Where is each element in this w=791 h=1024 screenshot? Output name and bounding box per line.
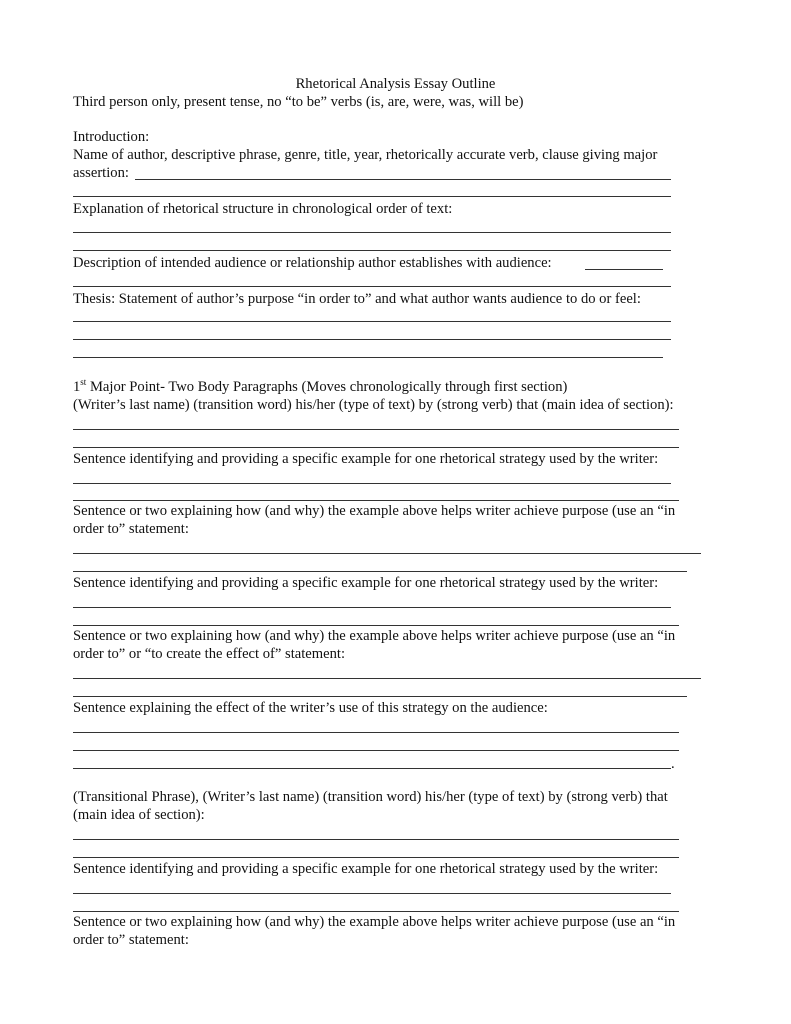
answer-line[interactable] <box>73 839 679 840</box>
answer-line[interactable] <box>73 232 671 233</box>
page-title: Rhetorical Analysis Essay Outline <box>295 76 496 92</box>
answer-line[interactable] <box>73 857 679 858</box>
intro-heading: Introduction: <box>73 129 150 145</box>
answer-line[interactable] <box>73 321 671 322</box>
intro-name-prompt-line2: assertion: <box>73 165 129 181</box>
answer-line[interactable] <box>73 571 687 572</box>
body1-strategy1-prompt: Sentence identifying and providing a specific example for one rhetorical strategy used by the writer: <box>73 451 659 467</box>
answer-line[interactable] <box>73 625 679 626</box>
answer-line[interactable] <box>73 339 671 340</box>
intro-name-prompt-line1: Name of author, descriptive phrase, genre, title, year, rhetorically accurate verb, clause giving major <box>73 147 658 163</box>
body2-explain-prompt-line2: order to” statement: <box>73 932 189 948</box>
answer-line[interactable] <box>73 750 679 751</box>
answer-line[interactable] <box>73 196 671 197</box>
answer-line[interactable] <box>73 696 687 697</box>
intro-thesis-prompt: Thesis: Statement of author’s purpose “in order to” and what author wants audience to do or feel: <box>73 291 641 307</box>
answer-line[interactable] <box>73 553 701 554</box>
answer-line[interactable] <box>73 893 671 894</box>
body2-topic-prompt-line1: (Transitional Phrase), (Writer’s last name) (transition word) his/her (type of text) by (strong verb) that <box>73 789 668 805</box>
closing-period: . <box>671 756 675 772</box>
answer-line[interactable] <box>73 678 701 679</box>
answer-line[interactable] <box>585 269 663 270</box>
answer-line[interactable] <box>73 447 679 448</box>
answer-line[interactable] <box>73 250 671 251</box>
answer-line[interactable] <box>73 483 671 484</box>
body1-effect-prompt: Sentence explaining the effect of the writer’s use of this strategy on the audience: <box>73 700 548 716</box>
answer-line[interactable] <box>73 607 671 608</box>
answer-line[interactable] <box>135 179 671 180</box>
intro-structure-prompt: Explanation of rhetorical structure in chronological order of text: <box>73 201 453 217</box>
body1-explain1-prompt-line2: order to” statement: <box>73 521 189 537</box>
body2-explain-prompt-line1: Sentence or two explaining how (and why) the example above helps writer achieve purpose (use an “in <box>73 914 676 930</box>
answer-line[interactable] <box>73 768 671 769</box>
body1-explain2-prompt-line1: Sentence or two explaining how (and why) the example above helps writer achieve purpose (use an “in <box>73 628 676 644</box>
body1-strategy2-prompt: Sentence identifying and providing a specific example for one rhetorical strategy used by the writer: <box>73 575 659 591</box>
body1-explain2-prompt-line2: order to” or “to create the effect of” statement: <box>73 646 346 662</box>
answer-line[interactable] <box>73 429 679 430</box>
answer-line[interactable] <box>73 732 679 733</box>
answer-line[interactable] <box>73 357 663 358</box>
body1-explain1-prompt-line1: Sentence or two explaining how (and why) the example above helps writer achieve purpose (use an “in <box>73 503 676 519</box>
body1-topic-prompt: (Writer’s last name) (transition word) his/her (type of text) by (strong verb) that (main idea of section): <box>73 397 674 413</box>
intro-audience-prompt: Description of intended audience or relationship author establishes with audience: <box>73 255 552 271</box>
body2-topic-prompt-line2: (main idea of section): <box>73 807 205 823</box>
body2-strategy-prompt: Sentence identifying and providing a specific example for one rhetorical strategy used by the writer: <box>73 861 659 877</box>
answer-line[interactable] <box>73 911 679 912</box>
page-subtitle: Third person only, present tense, no “to be” verbs (is, are, were, was, will be) <box>73 94 524 110</box>
body1-heading: 1st Major Point- Two Body Paragraphs (Moves chronologically through first section) <box>73 377 568 395</box>
answer-line[interactable] <box>73 500 679 501</box>
answer-line[interactable] <box>73 286 671 287</box>
